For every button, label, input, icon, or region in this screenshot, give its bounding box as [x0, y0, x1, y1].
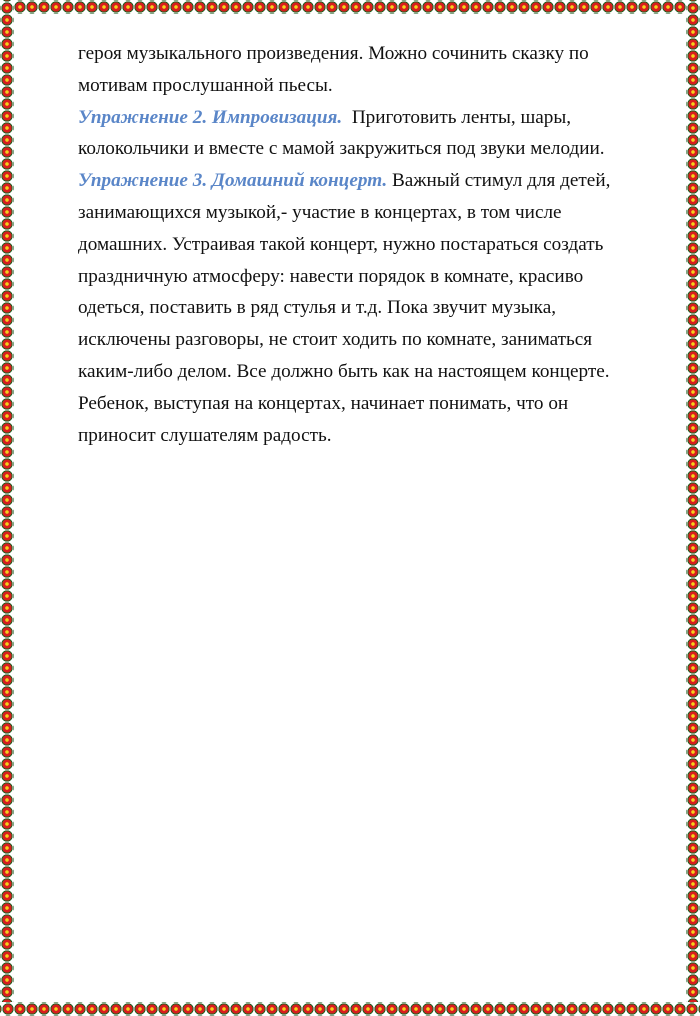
- flower-border-bottom: [0, 1002, 700, 1016]
- flower-border-right: [686, 0, 700, 1016]
- document-body: [78, 38, 670, 451]
- exercise-3-text-line: приносит слушателям радость.: [78, 424, 332, 446]
- exercise-2-paragraph: [78, 102, 670, 134]
- exercise-3-text-line: занимающихся музыкой,- участие в концертах, в том числе: [78, 201, 562, 223]
- exercise-3-text-line: домашних. Устраивая такой концерт, нужно постараться создать: [78, 233, 604, 255]
- exercise-3-heading: Упражнение 3. Домашний концерт.: [78, 170, 388, 192]
- exercise-3-text-line: каким-либо делом. Все должно быть как на настоящем концерте.: [78, 360, 610, 382]
- exercise-3-paragraph: [78, 165, 670, 197]
- exercise-3-text: Важный стимул для детей,: [387, 170, 611, 192]
- exercise-2-text: Приготовить ленты, шары,: [342, 106, 572, 128]
- exercise-3-text-line: одеться, поставить в ряд стулья и т.д. Пока звучит музыка,: [78, 297, 557, 319]
- exercise-2-heading: Упражнение 2. Импровизация.: [78, 106, 343, 128]
- exercise-3-text-line: Ребенок, выступая на концертах, начинает понимать, что он: [78, 392, 569, 414]
- intro-line: героя музыкального произведения. Можно сочинить сказку по: [78, 43, 589, 64]
- flower-border-left: [0, 0, 14, 1016]
- intro-line: мотивам прослушанной пьесы.: [78, 74, 333, 96]
- exercise-3-text-line: исключены разговоры, не стоит ходить по комнате, заниматься: [78, 329, 593, 351]
- exercise-2-text-line: колокольчики и вместе с мамой закружиться под звуки мелодии.: [78, 138, 605, 160]
- exercise-3-text-line: праздничную атмосферу: навести порядок в комнате, красиво: [78, 265, 584, 287]
- flower-border-top: [0, 0, 700, 14]
